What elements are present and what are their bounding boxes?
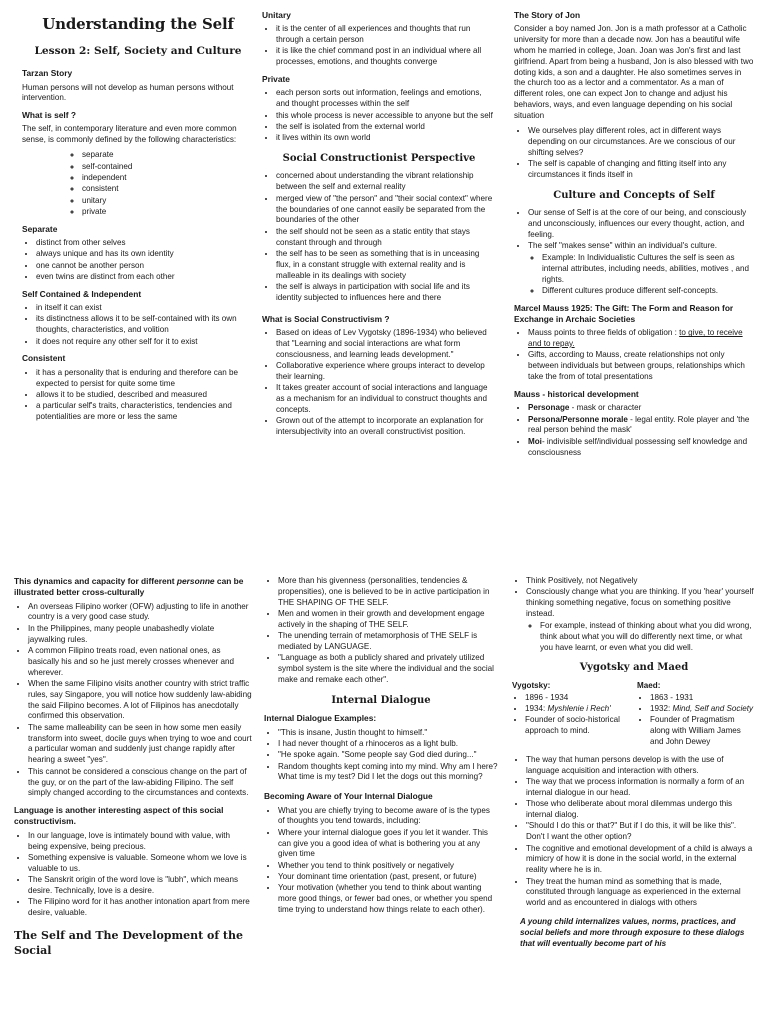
mauss-historical-list [514, 403, 754, 458]
social-constructivism-heading: What is Social Constructivism ? [262, 313, 390, 324]
positive-thinking-list [512, 576, 756, 653]
list-item: • concerned about understanding the vibrant relationship between the self and external reality [276, 171, 496, 193]
term-desc: - legal entity. Role player and 'the real person behind the mask' [528, 414, 750, 435]
story-of-jon-list [514, 126, 754, 181]
column-3 [514, 10, 754, 550]
list-item [528, 241, 754, 297]
list-item-text: 1932: [650, 703, 673, 713]
social-constructivism-list [262, 328, 496, 438]
list-item: ◦ consistent [82, 184, 254, 195]
list-item: • this whole process is never accessible to anyone but the self [276, 111, 496, 122]
list-item: • In our language, love is intimately bound with value, with being expensive, being precious. [28, 831, 252, 853]
aware-list [264, 806, 498, 916]
list-item: • The unending terrain of metamorphosis of THE SELF is mediated by LANGUAGE. [278, 631, 498, 653]
list-item: ◦ self-contained [82, 162, 254, 173]
list-item-text: The self "makes sense" within an individual's culture. [528, 240, 718, 250]
list-item: • the self has to be seen as something that is in unceasing flux, in a constant struggle with external reality and is malleable in its dealings with society [276, 249, 496, 282]
list-item: • The cognitive and emotional development of a child is always a mimicry of how it is done in the social world, in the external reality where he is in. [526, 844, 756, 877]
list-item: • it does not require any other self for it to exist [36, 337, 254, 348]
list-item: • "Should I do this or that?" But if I do this, it will be like this". Don't I want the other option? [526, 821, 756, 843]
list-item: • An overseas Filipino worker (OFW) adjusting to life in another country is a very good case study. [28, 602, 252, 624]
list-item: • In the Philippines, many people unabashedly violate jaywalking rules. [28, 624, 252, 646]
list-item-text: Mauss points to three fields of obligation : [528, 328, 680, 338]
list-item: • its distinctness allows it to be self-contained with its own thoughts, characteristics, and volition [36, 314, 254, 336]
separate-list [22, 238, 254, 283]
list-item: • Random thoughts kept coming into my mind. Why am I here? What time is my test? Did I let the dogs out this morning? [278, 762, 498, 784]
consistent-heading: Consistent [22, 353, 66, 364]
language-list [14, 831, 252, 919]
self-contained-list [22, 303, 254, 347]
list-item: • 1896 - 1934 [525, 693, 631, 704]
list-item: • allows it to be studied, described and measured [36, 390, 254, 401]
list-item: • one cannot be another person [36, 261, 254, 272]
term: Persona/Personne morale [528, 414, 628, 424]
column-1 [22, 14, 254, 554]
vygotsky-list [512, 693, 631, 737]
list-item: • Collaborative experience where groups interact to develop their learning. [276, 361, 496, 383]
list-item: • it lives within its own world [276, 133, 496, 144]
list-item: • The Filipino word for it has another intonation apart from mere desire, valuable. [28, 897, 252, 919]
private-heading: Private [262, 74, 290, 85]
list-item-text: Consciously change what you are thinking. If you 'hear' yourself thinking something negative, focus on something positive instead. [526, 587, 754, 619]
list-item: • Something expensive is valuable. Someone whom we love is valuable to us. [28, 853, 252, 875]
list-item: • it is the center of all experiences and thoughts that run through a certain person [276, 24, 496, 46]
list-item: • Our sense of Self is at the core of our being, and consciously and unconsciously, influences our every thought, action, and feeling. [528, 208, 754, 241]
term: Moi [528, 436, 542, 446]
list-item: • Gifts, according to Mauss, create relationships not only between individuals but between groups, relationships which take the from of total presentations [528, 350, 754, 383]
list-item: • More than his givenness (personalities, tendencies & propensities), one is believed to be in active participation in THE SHAPING OF THE SELF. [278, 576, 498, 609]
mead-heading: Maed: [637, 680, 661, 690]
list-item: • This cannot be considered a conscious change on the part of the guy, or on the part of the law-abiding Filipino. The self simply changed according to the circumstances and contexts. [28, 767, 252, 800]
separate-heading: Separate [22, 223, 58, 234]
list-item: • a particular self's traits, characteristics, tendencies and potentialities are more or less the same [36, 401, 254, 423]
heading-part: can be illustrated better cross-culturally [14, 576, 244, 598]
list-item: • "He spoke again. "Some people say God died during..." [278, 750, 498, 761]
list-item: • Men and women in their growth and development engage actively in the shaping of THE SELF. [278, 609, 498, 631]
vygotsky-maed-list [512, 755, 756, 909]
list-item: • it is like the chief command post in an individual where all processes, emotions, and thoughts converge [276, 46, 496, 68]
positive-thinking-sublist [526, 621, 756, 654]
list-item: • "Language as both a publicly shared and privately utilized symbol system is the site where the individual and the social make and remake each other". [278, 653, 498, 686]
list-item: • merged view of "the person" and "their social context" where the boundaries of one cannot easily be separated from the boundaries of the other [276, 194, 496, 227]
list-item: • the self is always in participation with social life and its identity subjected to influences here and there [276, 282, 496, 304]
list-item: • We ourselves play different roles, act in different ways depending on our circumstances. Are we conscious of our shifting selves? [528, 126, 754, 159]
list-item: • Think Positively, not Negatively [526, 576, 756, 587]
list-item [525, 704, 631, 715]
unitary-heading: Unitary [262, 10, 291, 20]
list-item: • Your dominant time orientation (past, present, or future) [278, 872, 498, 883]
list-item: • each person sorts out information, feelings and emotions, and thought processes within the self [276, 88, 496, 110]
list-item: • The Sanskrit origin of the word love is "lubh", which means desire. Technically, love is a desire. [28, 875, 252, 897]
list-item: • even twins are distinct from each other [36, 272, 254, 283]
column-4 [14, 576, 252, 1024]
vygotsky-maed-comparison [512, 681, 756, 749]
private-list [262, 88, 496, 144]
list-item: • Grown out of the attempt to incorporate an explanation for intersubjectivity into an overall constructivist position. [276, 416, 496, 438]
list-item [528, 437, 754, 459]
what-is-self-text: The self, in contemporary literature and even more common sense, is commonly defined by the following characteristics: [22, 124, 237, 145]
list-item: ◦ separate [82, 150, 254, 161]
vygotsky-block [512, 681, 631, 749]
story-of-jon-heading: The Story of Jon [514, 10, 581, 20]
list-item: ◦ unitary [82, 196, 254, 207]
heading-italic: personne [176, 576, 215, 586]
column-2 [262, 10, 496, 550]
examples-list [264, 728, 498, 784]
list-item [528, 328, 754, 350]
self-contained-heading: Self Contained & Independent [22, 288, 142, 299]
list-item: ◦ For example, instead of thinking about what you did wrong, think about what you will do differently next time, or what you have learnt, or even what you did well. [540, 621, 756, 654]
consistent-list [22, 368, 254, 423]
list-item-text: 1934: [525, 703, 548, 713]
closing-statement: A young child internalizes values, norms, practices, and social beliefs and more through exposure to these dialogs that will eventually become part of his [520, 917, 745, 948]
vygotsky-heading: Vygotsky: [512, 680, 551, 690]
list-item: • The same malleability can be seen in how some men easily transform into sweet, docile guys when trying to woe and court a particular woman and suddenly just change rapidly after hearing a sweet "yes". [28, 723, 252, 766]
list-item [528, 403, 754, 414]
mauss-list [514, 328, 754, 383]
shaping-self-list [264, 576, 498, 686]
list-item: • Your motivation (whether you tend to think about wanting more good things, or fewer bad ones, or whether you spend time trying to understand how things relate to each other). [278, 883, 498, 916]
lesson-title: Lesson 2: Self, Society and Culture [34, 45, 242, 58]
list-item: • When the same Filipino visits another country with strict traffic rules, say Singapore, you will notice how suddenly law-abiding the said Filipino becomes. A lot of Filipinos has anecdotally confirmed this observation. [28, 679, 252, 722]
aware-heading: Becoming Aware of Your Internal Dialogue [264, 791, 433, 802]
culture-list [514, 208, 754, 297]
list-item: • Whether you tend to think positively or negatively [278, 861, 498, 872]
characteristics-list [22, 150, 254, 218]
list-item: • The way that human persons develop is with the use of language acquisition and interaction with others. [526, 755, 756, 777]
examples-heading: Internal Dialogue Examples: [264, 713, 377, 724]
list-item: • it has a personality that is enduring and therefore can be expected to persist for quite some time [36, 368, 254, 390]
list-item: • in itself it can exist [36, 303, 254, 314]
tarzan-text: Human persons will not develop as human persons without intervention. [22, 82, 234, 103]
culture-sublist [528, 253, 754, 297]
language-heading: Language is another interesting aspect of this social constructivism. [14, 805, 224, 827]
mauss-heading: Marcel Mauss 1925: The Gift: The Form and Reason for Exchange in Archaic Societies [514, 302, 734, 324]
list-item [528, 415, 754, 437]
bottom-section-title: The Self and The Development of the Social [14, 928, 244, 957]
internal-dialogue-heading: Internal Dialogue [331, 694, 431, 706]
list-item: ◦ independent [82, 173, 254, 184]
list-item: • It takes greater account of social interactions and language as a mechanism for an individual to construct thoughts and concepts. [276, 383, 496, 416]
list-item: • 1863 - 1931 [650, 693, 756, 704]
list-item: ◦ private [82, 207, 254, 218]
column-6 [512, 576, 756, 1024]
list-item: • They treat the human mind as something that is made, constituted through language as experienced in the external world and as encountered in dialogs with others [526, 877, 756, 910]
list-item: • A common Filipino treats road, even national ones, as basically his and so he just merely crosses whenever and wherever. [28, 646, 252, 679]
book-title: Mind, Self and Society [672, 703, 754, 713]
term: Personage [528, 403, 570, 413]
list-item [650, 704, 756, 715]
term-desc: - mask or character [569, 403, 642, 413]
mead-block [637, 681, 756, 749]
list-item: • Where your internal dialogue goes if you let it wander. This can give you a good idea of what is bothering you at any given time [278, 828, 498, 861]
vygotsky-maed-heading: Vygotsky and Maed [579, 662, 689, 674]
list-item: • The way that we process information is normally a form of an internal dialogue in our head. [526, 777, 756, 799]
list-item: • distinct from other selves [36, 238, 254, 249]
list-item: • the self is isolated from the external world [276, 122, 496, 133]
list-item: • "This is insane, Justin thought to himself." [278, 728, 498, 739]
unitary-list [262, 24, 496, 68]
dynamics-heading [14, 576, 252, 599]
list-item: • Founder of Pragmatism along with William James and John Dewey [650, 715, 756, 748]
list-item: • the self should not be seen as a static entity that stays constant through and through [276, 227, 496, 249]
list-item: • Those who deliberate about moral dilemmas undergo this internal dialog. [526, 799, 756, 821]
list-item: • always unique and has its own identity [36, 249, 254, 260]
heading-part: This dynamics and capacity for different [14, 576, 177, 586]
book-title: Myshlenie i Rech' [547, 703, 611, 713]
tarzan-heading: Tarzan Story [22, 68, 73, 79]
culture-heading: Culture and Concepts of Self [553, 189, 715, 201]
list-item: • What you are chiefly trying to become aware of is the types of thoughts you tend towards, including: [278, 806, 498, 828]
list-item: • The self is capable of changing and fitting itself into any circumstances it finds itself in [528, 159, 754, 181]
obligation-underlined: to give, to receive and to repay. [528, 328, 743, 349]
list-item [526, 587, 756, 653]
social-constructionist-heading: Social Constructionist Perspective [282, 153, 476, 165]
list-item: ◦ Example: In Individualistic Cultures the self is seen as internal attributes, including needs, abilities, motives , and rights. [542, 253, 754, 286]
list-item: • I had never thought of a rhinoceros as a light bulb. [278, 739, 498, 750]
term-desc: - indivisible self/individual possessing self knowledge and consciousness [528, 436, 748, 457]
story-of-jon-text: Consider a boy named Jon. Jon is a math professor at a Catholic university for more than a decade now. Jon has a beautiful wife whom he married in college, Joan. Joan was Jon's first and last girlfriend. Apart from being a husband, Jon is also blessed with two doting kids, a son and a daughter. He also sometimes serves in the church too as a lector and a commentator. As a man of different roles, one can expect Jon to change and adjust his behaviors, ways, and even language depending on his social situation [514, 24, 754, 120]
list-item: ◦ Different cultures produce different self-concepts. [542, 286, 754, 297]
dynamics-list [14, 602, 252, 800]
column-5 [264, 576, 498, 1024]
document-title: Understanding the Self [42, 15, 234, 33]
what-is-self-heading: What is self ? [22, 110, 76, 121]
list-item: • Based on ideas of Lev Vygotsky (1896-1934) who believed that "Learning and social interactions are what form consciousness, and learning leads development." [276, 328, 496, 361]
mauss-historical-heading: Mauss - historical development [514, 388, 639, 399]
social-constructionist-list [262, 171, 496, 303]
list-item: • Founder of socio-historical approach to mind. [525, 715, 631, 737]
mead-list [637, 693, 756, 748]
